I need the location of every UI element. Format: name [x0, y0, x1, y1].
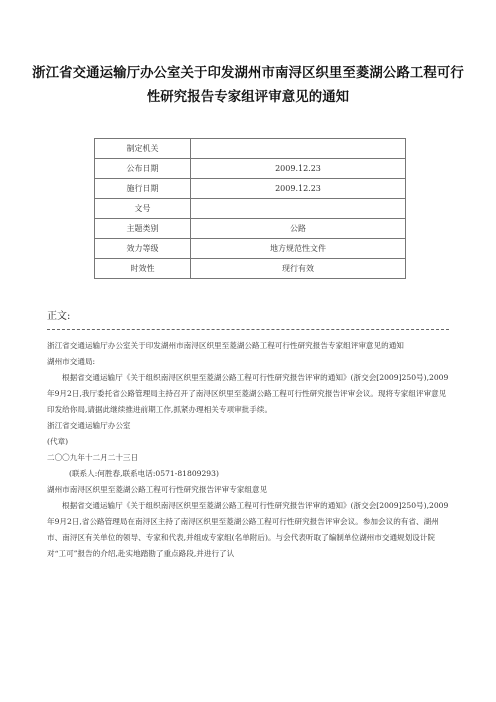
meta-row [95, 179, 406, 199]
meta-key: 文号 [95, 199, 191, 219]
meta-key: 施行日期 [95, 179, 191, 199]
meta-key: 主题类别 [95, 219, 191, 239]
document-title [30, 62, 466, 110]
meta-key: 效力等级 [95, 239, 191, 259]
meta-row [95, 199, 406, 219]
meta-row [95, 239, 406, 259]
meta-value [191, 199, 406, 219]
body-paragraph: 根据省交通运输厅《关于组织南浔区织里至菱湖公路工程可行性研究报告评审的通知》(浙交会[2009]250号),2009年9月2日,我厅委托省公路管理局主持召开了南浔区织里至菱湖公路工程可行性研究报告评审会议。现将专家组评审意见印发给你局,请据此继续推进前期工作,抓紧办理相关专项审批手续。 [47, 373, 449, 414]
title-line-1: 浙江省交通运输厅办公室关于印发湖州市南浔区织里至菱湖公路工程可行 [32, 66, 464, 81]
addressee: 湖州市交通局: [47, 357, 96, 366]
seal-note: (代章) [47, 437, 69, 446]
document-body [47, 338, 451, 562]
metadata-table [94, 138, 406, 279]
meta-value [191, 139, 406, 159]
meta-key: 制定机关 [95, 139, 191, 159]
body-paragraph: 根据省交通运输厅《关于组织南浔区织里至菱湖公路工程可行性研究报告评审的通知》(浙交会[2009]250号),2009年9月2日,省公路管理局在南浔区主持了南浔区织里至菱湖公路工程可行性研究报告评审会议。参加会议的有省、湖州市、南浔区有关单位的领导、专家和代表,并组成专家组(名单附后)。与会代表听取了编制单位湖州市交通规划设计院对“工可”报告的介绍,赴实地踏勘了重点路段,并进行了认 [47, 501, 449, 558]
meta-value: 2009.12.23 [191, 159, 406, 179]
meta-value: 现行有效 [191, 259, 406, 279]
meta-value: 2009.12.23 [191, 179, 406, 199]
meta-value: 地方规范性文件 [191, 239, 406, 259]
meta-key: 公布日期 [95, 159, 191, 179]
notice-heading: 浙江省交通运输厅办公室关于印发湖州市南浔区织里至菱湖公路工程可行性研究报告专家组评审意见的通知 [47, 341, 404, 350]
meta-row [95, 219, 406, 239]
attachment-title: 湖州市南浔区织里至菱湖公路工程可行性研究报告评审专家组意见 [47, 485, 268, 494]
issue-date: 二〇〇九年十二月二十三日 [47, 453, 139, 462]
issuer: 浙江省交通运输厅办公室 [47, 421, 131, 430]
meta-row [95, 139, 406, 159]
dashed-divider [47, 329, 449, 330]
meta-key: 时效性 [95, 259, 191, 279]
meta-value: 公路 [191, 219, 406, 239]
contact-info: (联系人:何胜春,联系电话:0571-81809293) [69, 469, 219, 478]
body-label: 正文: [47, 311, 71, 322]
title-line-2: 性研究报告专家组评审意见的通知 [146, 90, 350, 105]
meta-row [95, 159, 406, 179]
meta-row [95, 259, 406, 279]
